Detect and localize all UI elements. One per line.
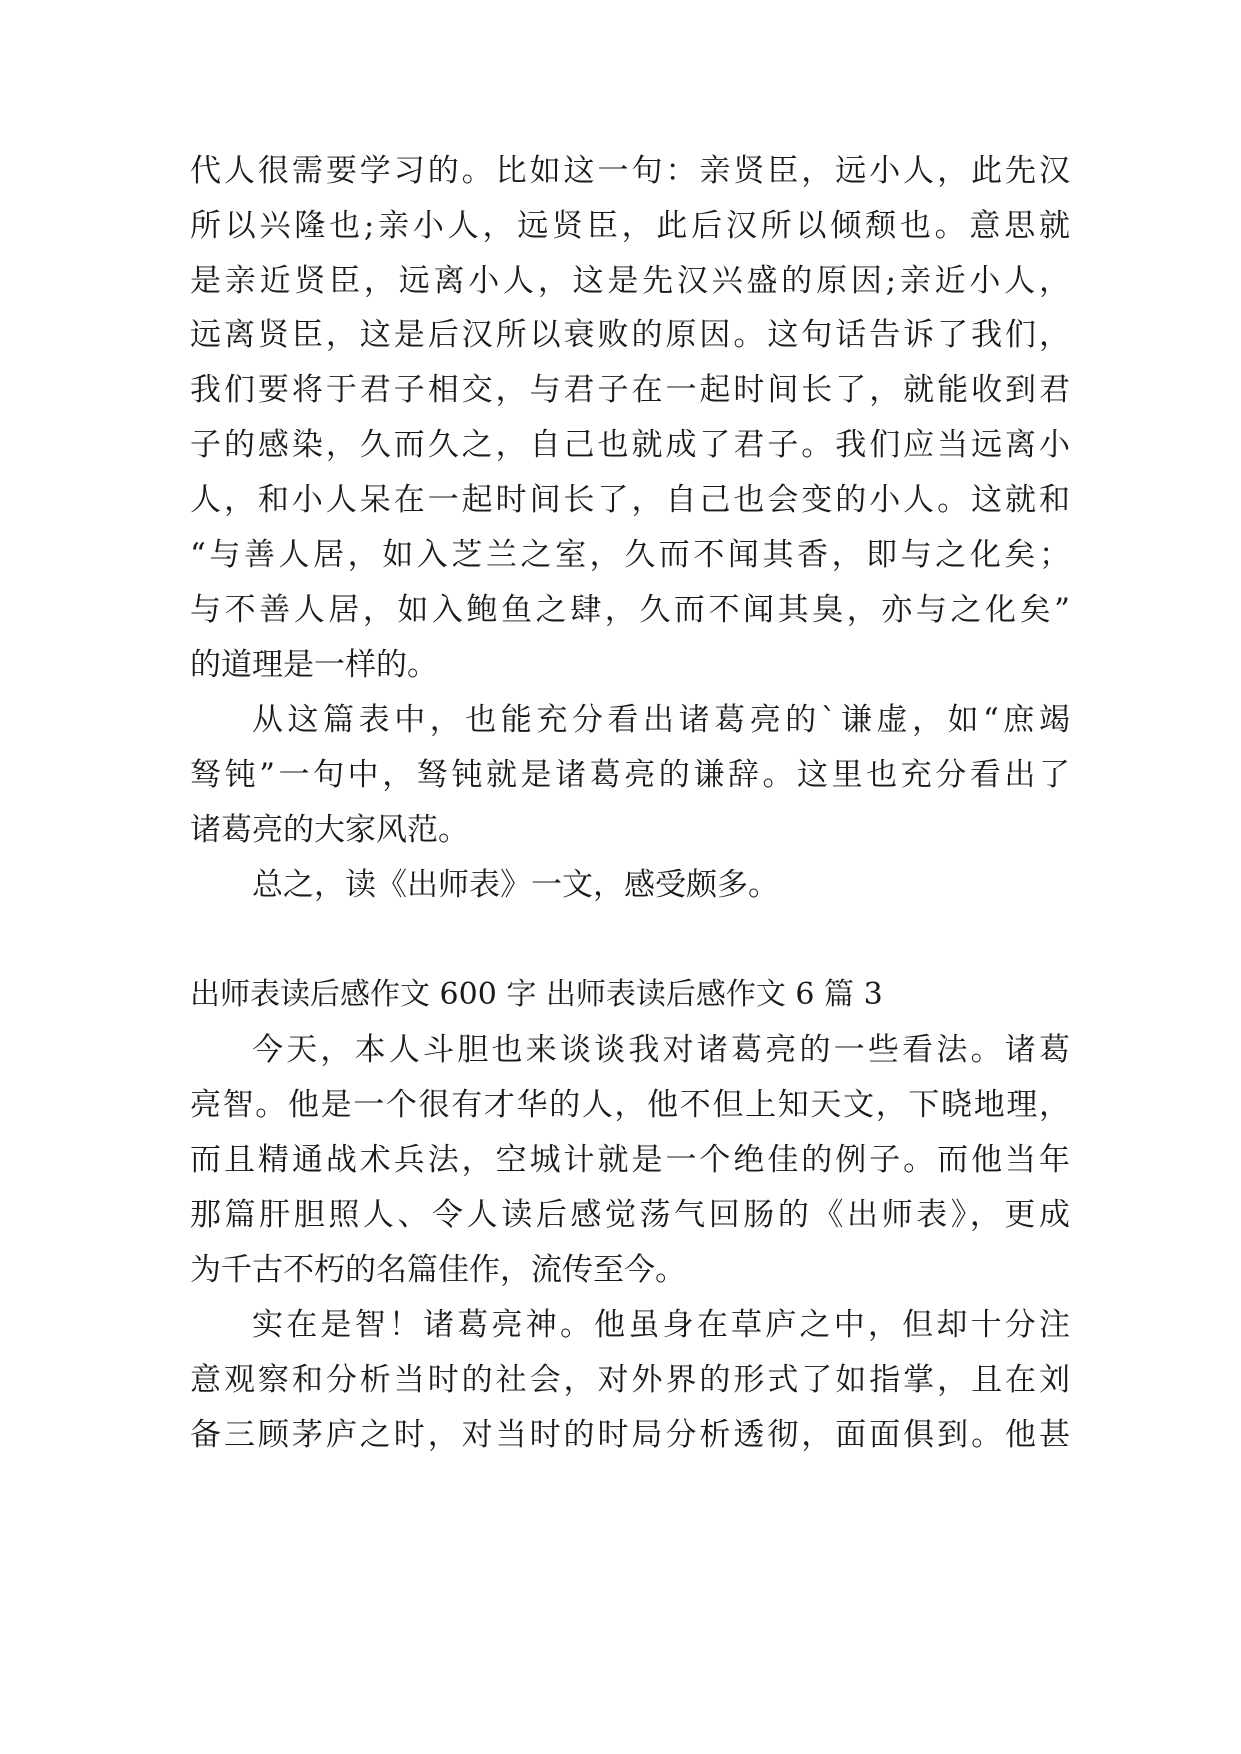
- text-line: 驽钝”一句中，驽钝就是诸葛亮的谦辞。这里也充分看出了: [190, 757, 1070, 793]
- text-line: 为千古不朽的名篇佳作，流传至今。: [190, 1252, 686, 1288]
- text-line: 意观察和分析当时的社会，对外界的形式了如指掌，且在刘: [190, 1362, 1070, 1398]
- text-line: 所以兴隆也;亲小人，远贤臣，此后汉所以倾颓也。意思就: [190, 208, 1070, 244]
- text-line: 远离贤臣，这是后汉所以衰败的原因。这句话告诉了我们，: [190, 317, 1070, 353]
- text-line: 子的感染，久而久之，自己也就成了君子。我们应当远离小: [190, 427, 1070, 463]
- text-line: 人，和小人呆在一起时间长了，自己也会变的小人。这就和: [190, 482, 1070, 518]
- section-heading: 出师表读后感作文 600 字 出师表读后感作文 6 篇 3: [190, 977, 883, 1012]
- text-line: 是亲近贤臣，远离小人，这是先汉兴盛的原因;亲近小人，: [190, 263, 1070, 299]
- text-line: 的道理是一样的。: [190, 647, 438, 683]
- text-line: 而且精通战术兵法，空城计就是一个绝佳的例子。而他当年: [190, 1142, 1070, 1178]
- text-line: 诸葛亮的大家风范。: [190, 812, 469, 848]
- paragraph-first-line: 实在是智！诸葛亮神。他虽身在草庐之中，但却十分注: [252, 1307, 1070, 1343]
- text-line: 备三顾茅庐之时，对当时的时局分析透彻，面面俱到。他甚: [190, 1417, 1070, 1453]
- text-line: 亮智。他是一个很有才华的人，他不但上知天文，下晓地理，: [190, 1087, 1070, 1123]
- paragraph-first-line: 从这篇表中，也能充分看出诸葛亮的`谦虚，如“庶竭: [252, 702, 1070, 738]
- paragraph-first-line: 总之，读《出师表》一文，感受颇多。: [252, 867, 779, 903]
- text-line: 与不善人居，如入鲍鱼之肆，久而不闻其臭，亦与之化矣”: [190, 592, 1070, 628]
- text-line: “与善人居，如入芝兰之室，久而不闻其香，即与之化矣；: [190, 537, 1070, 573]
- text-line: 我们要将于君子相交，与君子在一起时间长了，就能收到君: [190, 372, 1070, 408]
- text-line: 代人很需要学习的。比如这一句：亲贤臣，远小人，此先汉: [190, 153, 1070, 189]
- paragraph-first-line: 今天，本人斗胆也来谈谈我对诸葛亮的一些看法。诸葛: [252, 1032, 1070, 1068]
- text-line: 那篇肝胆照人、令人读后感觉荡气回肠的《出师表》，更成: [190, 1197, 1070, 1233]
